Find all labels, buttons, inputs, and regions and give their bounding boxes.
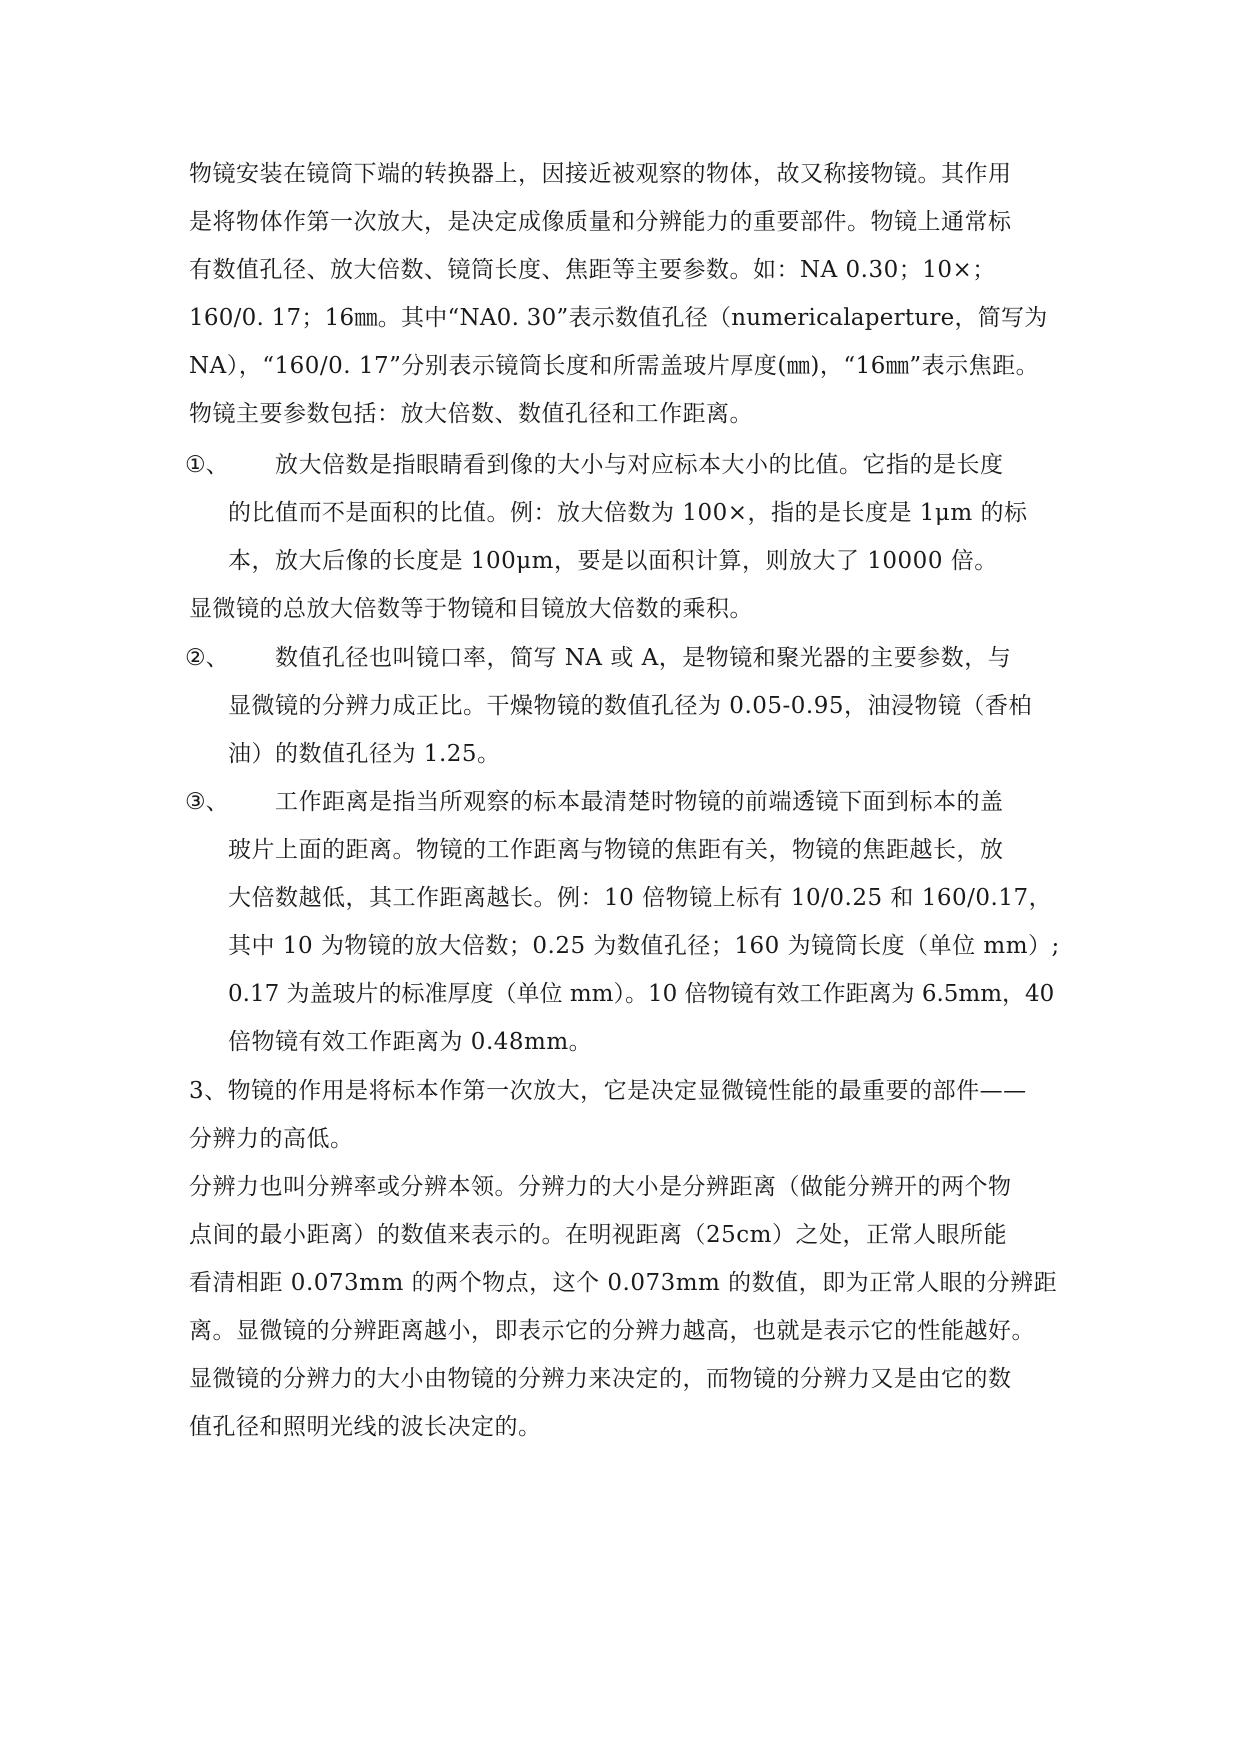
resolution-line-3: 看清相距 0.073mm 的两个物点，这个 0.073mm 的数值，即为正常人眼的分辨距 bbox=[189, 1270, 1058, 1296]
item3-line-3: 大倍数越低，其工作距离越长。例：10 倍物镜上标有 10/0.25 和 160/0.17， bbox=[228, 885, 1053, 911]
item3-line-6: 倍物镜有效工作距离为 0.48mm。 bbox=[228, 1029, 593, 1055]
resolution-line-2: 点间的最小距离）的数值来表示的。在明视距离（25cm）之处，正常人眼所能 bbox=[189, 1222, 1007, 1248]
intro-line-2: 是将物体作第一次放大，是决定成像质量和分辨能力的重要部件。物镜上通常标 bbox=[189, 209, 1012, 235]
item3-line-2: 玻片上面的距离。物镜的工作距离与物镜的焦距有关，物镜的焦距越长，放 bbox=[228, 837, 1004, 863]
item2-line-1: 数值孔径也叫镜口率，简写 NA 或 A，是物镜和聚光器的主要参数，与 bbox=[275, 645, 1012, 671]
item1-marker: ①、 bbox=[185, 452, 229, 478]
item3-line-5: 0.17 为盖玻片的标准厚度（单位 mm）。10 倍物镜有效工作距离为 6.5mm，40 bbox=[228, 981, 1055, 1007]
resolution-line-6: 值孔径和照明光线的波长决定的。 bbox=[189, 1414, 542, 1440]
item3-line-4: 其中 10 为物镜的放大倍数；0.25 为数值孔径；160 为镜筒长度（单位 mm）; bbox=[228, 933, 1060, 959]
item1-line-2: 的比值而不是面积的比值。例：放大倍数为 100×，指的是长度是 1μm 的标 bbox=[228, 500, 1028, 526]
item1-line-3: 本，放大后像的长度是 100μm，要是以面积计算，则放大了 10000 倍。 bbox=[228, 548, 998, 574]
resolution-line-5: 显微镜的分辨力的大小由物镜的分辨力来决定的，而物镜的分辨力又是由它的数 bbox=[189, 1366, 1012, 1392]
item2-line-2: 显微镜的分辨力成正比。干燥物镜的数值孔径为 0.05-0.95，油浸物镜（香柏 bbox=[228, 693, 1033, 719]
item2-marker: ②、 bbox=[185, 645, 229, 671]
section3-line-1: 3、物镜的作用是将标本作第一次放大，它是决定显微镜性能的最重要的部件—— bbox=[189, 1078, 1027, 1104]
resolution-line-1: 分辨力也叫分辨率或分辨本领。分辨力的大小是分辨距离（做能分辨开的两个物 bbox=[189, 1174, 1012, 1200]
intro-line-5: NA），“160/0. 17”分别表示镜筒长度和所需盖玻片厚度(㎜)，“16㎜”表示焦距。 bbox=[189, 353, 1040, 379]
section3-line-2: 分辨力的高低。 bbox=[189, 1126, 354, 1152]
item3-marker: ③、 bbox=[185, 789, 229, 815]
intro-line-3: 有数值孔径、放大倍数、镜筒长度、焦距等主要参数。如：NA 0.30；10×； bbox=[189, 257, 996, 283]
item3-line-1: 工作距离是指当所观察的标本最清楚时物镜的前端透镜下面到标本的盖 bbox=[275, 789, 1004, 815]
intro-line-6: 物镜主要参数包括：放大倍数、数值孔径和工作距离。 bbox=[189, 401, 753, 427]
item1-line-1: 放大倍数是指眼睛看到像的大小与对应标本大小的比值。它指的是长度 bbox=[275, 452, 1004, 478]
item2-line-3: 油）的数值孔径为 1.25。 bbox=[228, 741, 501, 767]
total-magnification-line: 显微镜的总放大倍数等于物镜和目镜放大倍数的乘积。 bbox=[189, 596, 753, 622]
resolution-line-4: 离。显微镜的分辨距离越小，即表示它的分辨力越高，也就是表示它的性能越好。 bbox=[189, 1318, 1035, 1344]
intro-line-4: 160/0. 17；16㎜。其中“NA0. 30”表示数值孔径（numericalaperture，简写为 bbox=[189, 305, 1048, 331]
intro-line-1: 物镜安装在镜筒下端的转换器上，因接近被观察的物体，故又称接物镜。其作用 bbox=[189, 161, 1012, 187]
